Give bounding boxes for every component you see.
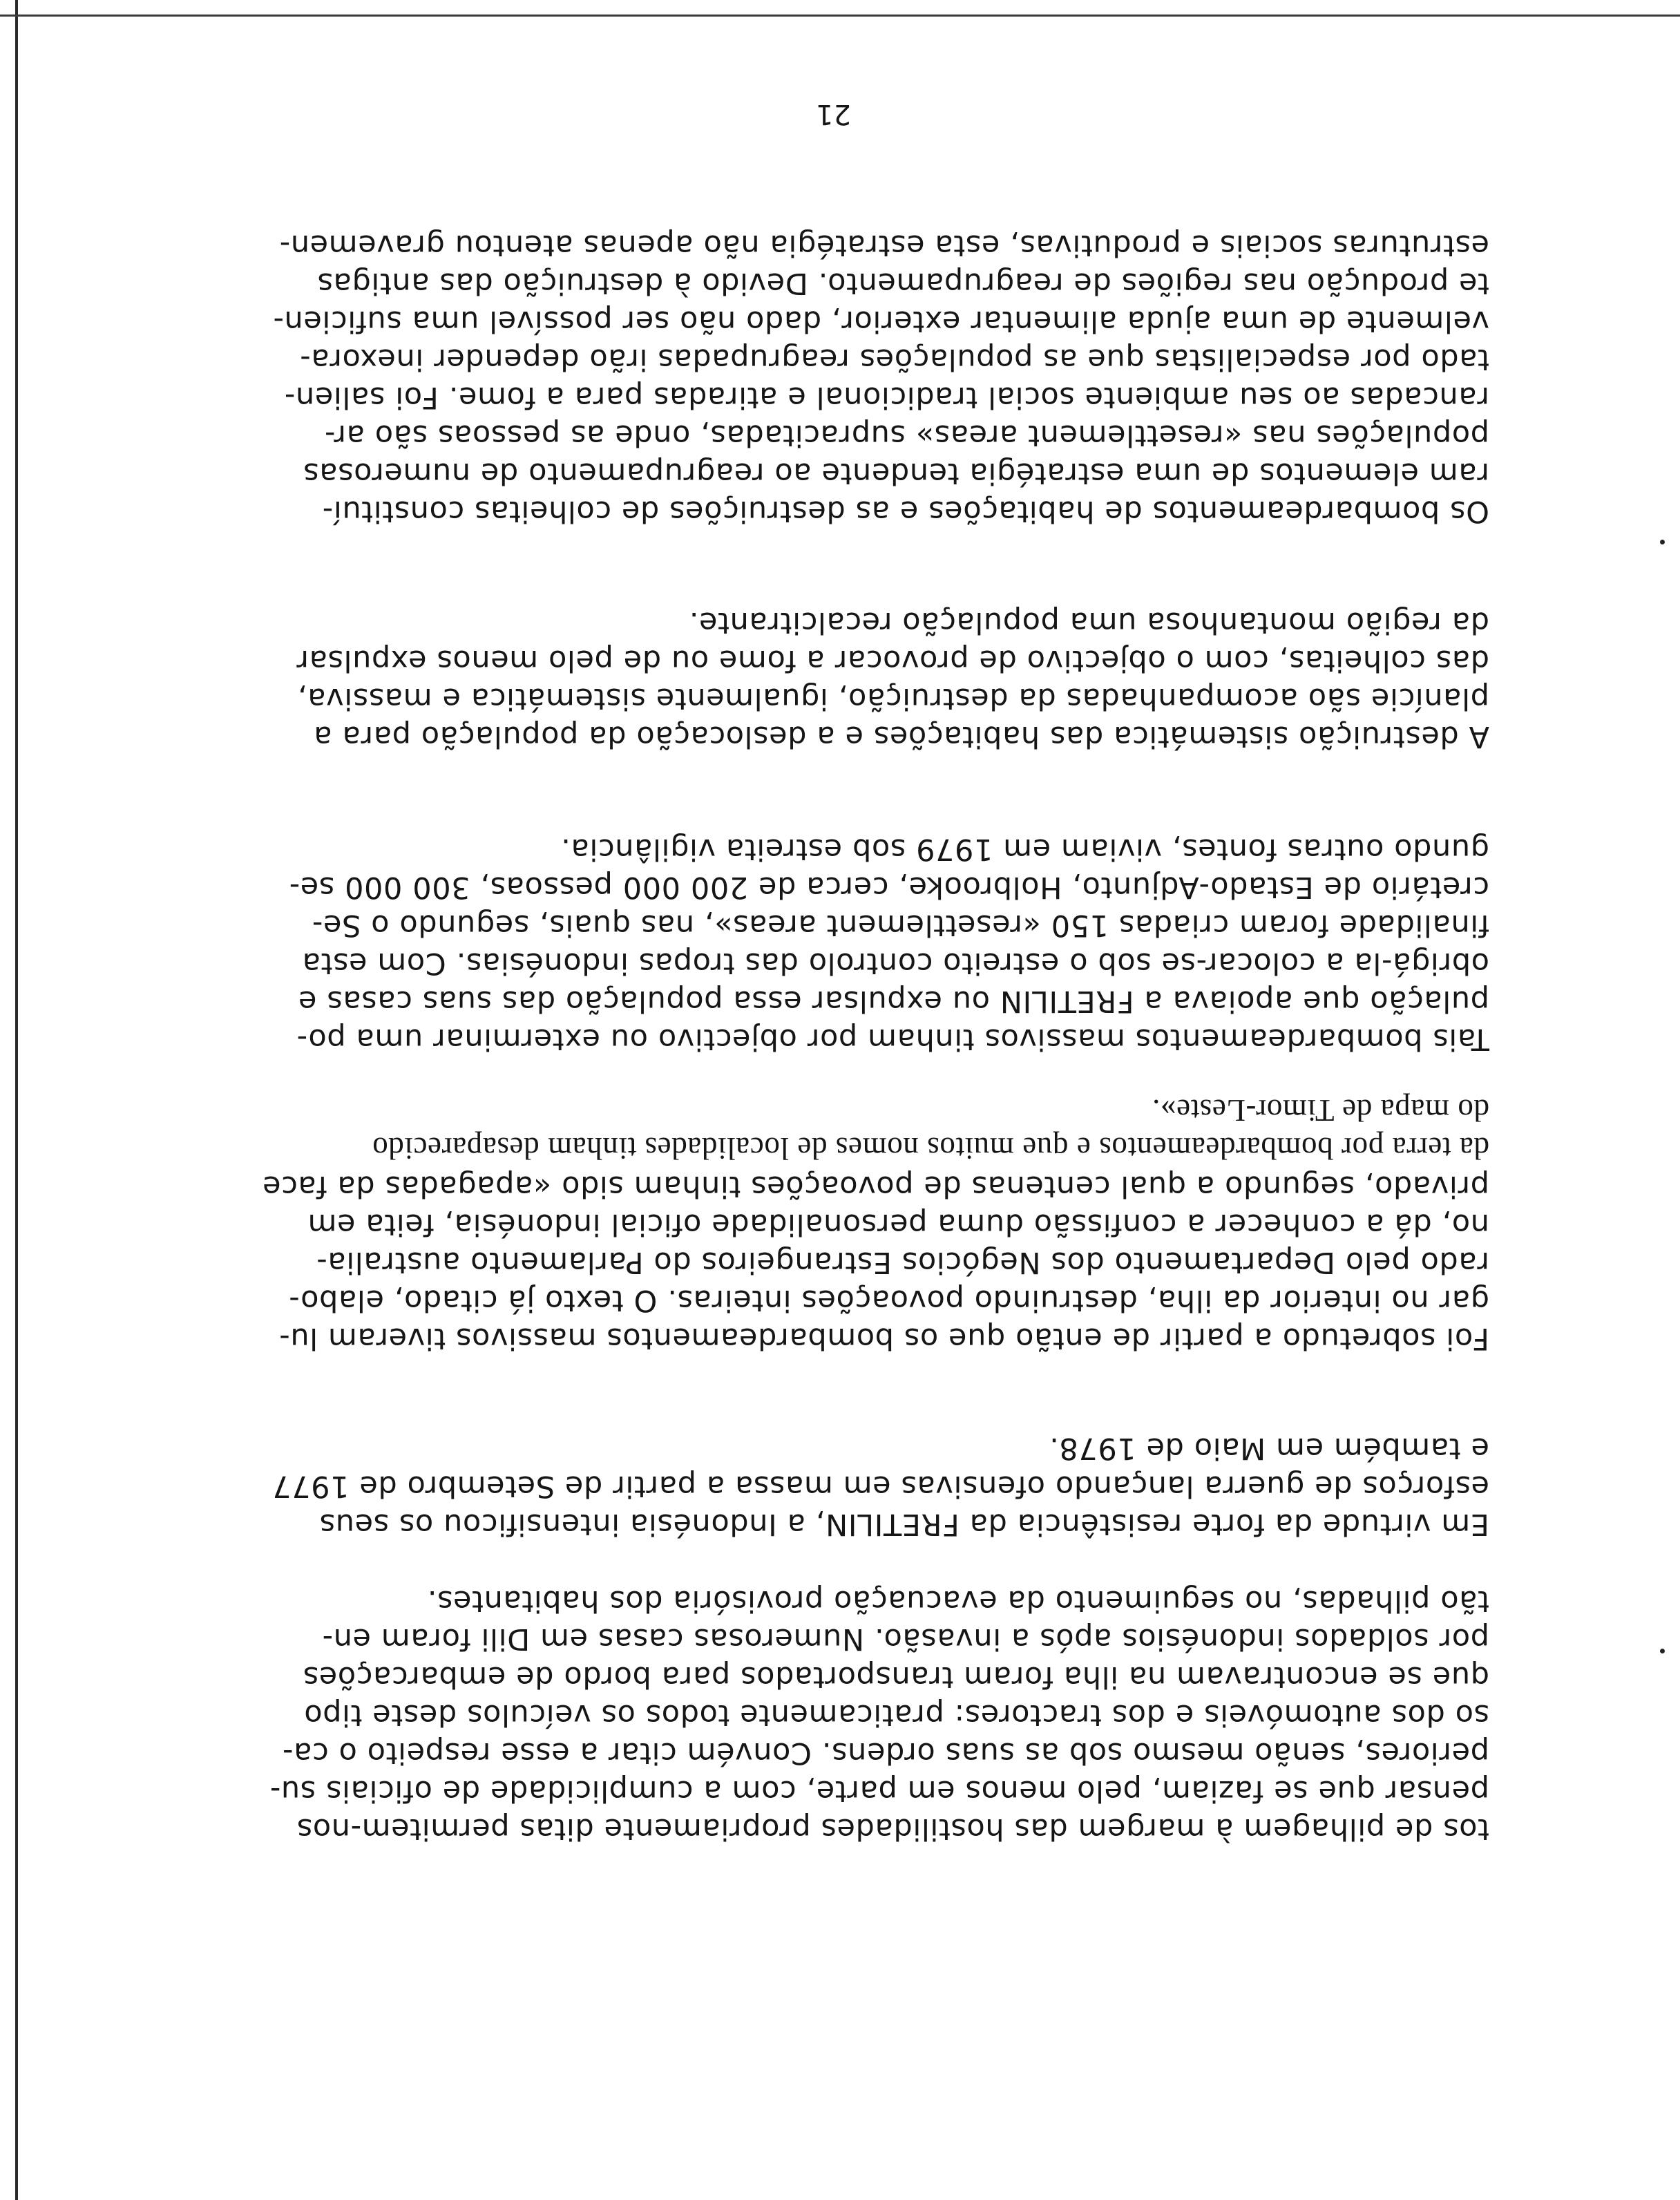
text-line: privado, segundo a qual centenas de povoações tinham sido «apagadas da face xyxy=(262,1169,1489,1204)
text-line: no, dá a conhecer a confissão duma personalidade oficial indonésia, feita em xyxy=(307,1207,1489,1242)
quoted-text-line: do mapa de Timor-Leste». xyxy=(1152,1093,1489,1128)
paragraph xyxy=(191,603,1489,755)
text-line: tado por especialistas que as populações reagrupadas irão depender inexora- xyxy=(299,342,1489,377)
text-line: gundo outras fontes, viviam em 1979 sob estreita vigilância. xyxy=(560,832,1489,866)
page-number: 21 xyxy=(816,98,851,130)
paragraph xyxy=(191,1429,1489,1543)
text-line: Os bombardeamentos de habitações e as destruições de colheitas constituí- xyxy=(322,494,1489,529)
text-line: planície são acompanhadas da destruição, igualmente sistemática e massiva, xyxy=(297,681,1489,716)
text-line: cretário de Estado-Adjunto, Holbrooke, cerca de 200 000 pessoas, 300 000 se- xyxy=(289,870,1489,904)
text-line: tos de pilhagem à margem das hostilidades propriamente ditas permitem-nos xyxy=(296,1812,1489,1846)
text-line: Tais bombardeamentos massivos tinham por objectivo ou exterminar uma po- xyxy=(296,1022,1489,1056)
text-line: Em virtude da forte resistência da FRETILIN, a Indonésia intensificou os seus xyxy=(319,1507,1489,1542)
paragraph xyxy=(191,1582,1489,1848)
text-line: que se encontravam na ilha foram transportados para bordo de embarcações xyxy=(303,1660,1489,1694)
text-line: te produção nas regiões de reagrupamento. Devido à destruição das antigas xyxy=(316,266,1489,301)
body-text xyxy=(191,226,1489,1848)
text-line: A destruição sistemática das habitações e a deslocação da população para a xyxy=(313,719,1489,754)
paragraph xyxy=(191,226,1489,530)
text-line: da região montanhosa uma população recalcitrante. xyxy=(689,605,1489,640)
paragraph xyxy=(191,830,1489,1058)
text-line: rado pelo Departamento dos Negócios Estrangeiros do Parlamento australia- xyxy=(316,1245,1489,1280)
text-line: e também em Maio de 1978. xyxy=(1049,1431,1489,1466)
text-line: Foi sobretudo a partir de então que os bombardeamentos massivos tiveram lu- xyxy=(278,1321,1489,1356)
text-line: das colheitas, com o objectivo de provocar a fome ou de pelo menos expulsar xyxy=(296,643,1489,678)
text-line: velmente de uma ajuda alimentar exterior, dado não ser possível uma suficien- xyxy=(272,304,1489,339)
text-line: ram elementos de uma estratégia tendente ao reagrupamento de numerosas xyxy=(303,456,1489,491)
text-line: gar no interior da ilha, destruindo povoações inteiras. O texto já citado, elabo- xyxy=(288,1283,1489,1318)
quoted-text-line: da terra por bombardeamentos e que muitos nomes de localidades tinham desaparecido xyxy=(372,1131,1489,1166)
scan-edge-shadow xyxy=(15,0,18,2200)
text-line: esforços de guerra lançando ofensivas em massa a partir de Setembro de 1977 xyxy=(271,1469,1489,1504)
text-line: populações nas «resettlement areas» supracitadas, onde as pessoas são ar- xyxy=(324,418,1489,453)
text-line: so dos automóveis e dos tractores: praticamente todos os veículos deste tipo xyxy=(303,1698,1489,1732)
paragraph xyxy=(191,1091,1489,1357)
text-line: pulação que apoiava a FRETILIN ou expulsar essa população das suas casas e xyxy=(298,984,1489,1018)
text-line: pensar que se faziam, pelo menos em parte, com a cumplicidade de oficiais su- xyxy=(269,1774,1489,1808)
text-line: finalidade foram criadas 150 «resettlement areas», nas quais, segundo o Se- xyxy=(312,908,1489,942)
text-line: por soldados indonésios após a invasão. Numerosas casas em Dili foram en- xyxy=(322,1622,1489,1656)
text-line: tão pilhadas, no seguimento da evacuação provisória dos habitantes. xyxy=(427,1584,1489,1618)
punch-mark xyxy=(1660,1649,1665,1653)
text-line: obrigá-la a colocar-se sob o estreito controlo das tropas indonésias. Com esta xyxy=(302,946,1489,980)
text-line: periores, senão mesmo sob as suas ordens. Convém citar a esse respeito o ca- xyxy=(282,1736,1489,1770)
text-line: estruturas sociais e produtivas, esta estratégia não apenas atentou gravemen- xyxy=(279,228,1489,263)
text-line: rancadas ao seu ambiente social tradicional e atiradas para a fome. Foi salien- xyxy=(284,380,1489,415)
scan-edge-shadow-bottom xyxy=(0,15,1680,17)
punch-mark xyxy=(1660,540,1665,544)
